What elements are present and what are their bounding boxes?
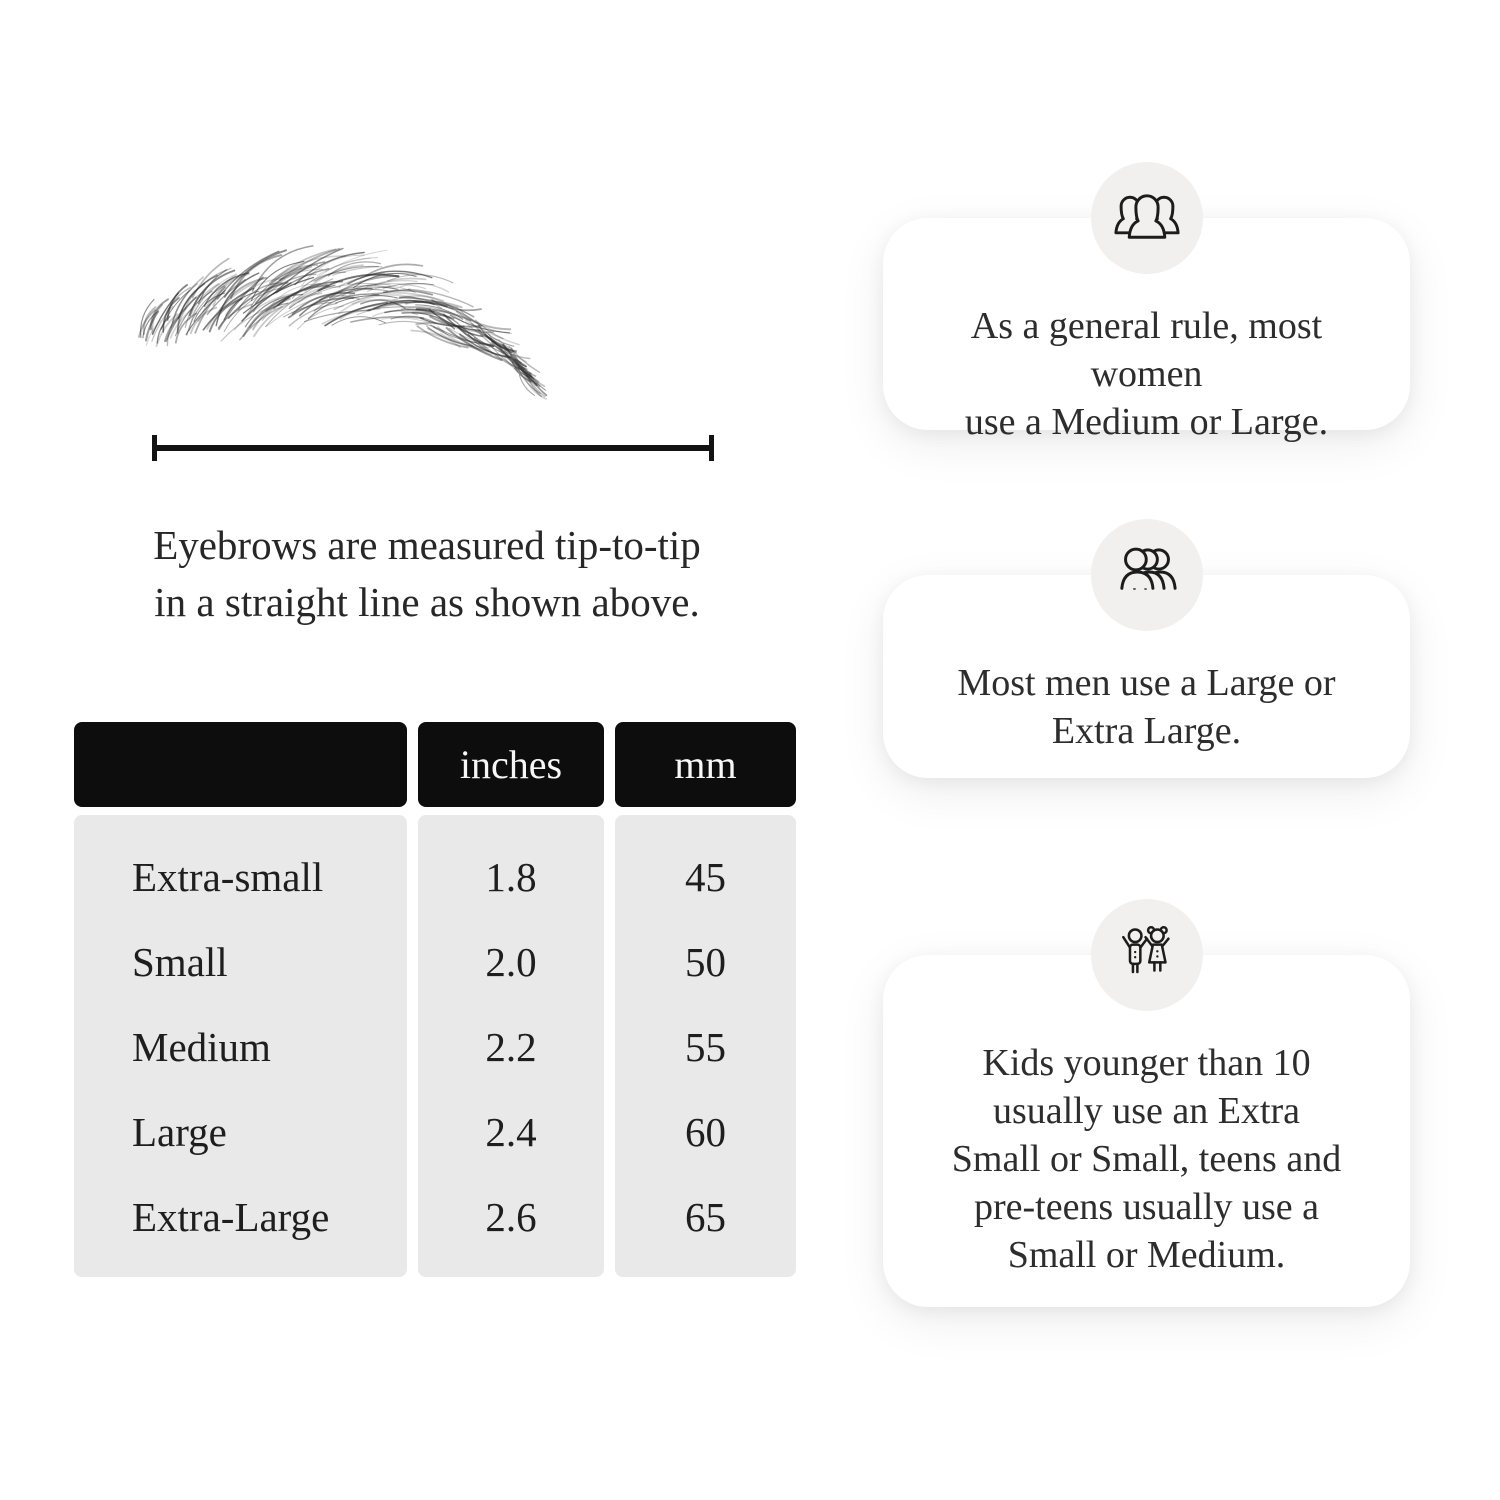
men-group-icon: [1110, 538, 1184, 612]
mm-column: [615, 815, 796, 1277]
table-cell: 2.2: [485, 1024, 537, 1070]
size-table-body: [74, 815, 796, 1277]
card-text-line: As a general rule, most women: [970, 305, 1323, 395]
men-badge: [1091, 519, 1203, 631]
table-cell: Extra-small: [132, 854, 324, 900]
kids-info-card: [883, 955, 1410, 1307]
table-cell: 60: [685, 1109, 726, 1155]
size-name-column: [74, 815, 407, 1277]
table-cell: Medium: [132, 1024, 271, 1070]
card-text-line: Extra Large.: [1051, 710, 1242, 752]
men-card-text: [911, 659, 1382, 755]
table-cell: 50: [685, 939, 726, 985]
table-cell: 55: [685, 1024, 726, 1070]
table-cell: 1.8: [485, 854, 537, 900]
size-table: [74, 722, 796, 1277]
women-info-card: [883, 218, 1410, 443]
card-text-line: use a Medium or Large.: [964, 401, 1329, 443]
women-card-text: [911, 302, 1382, 446]
table-cell: Extra-Large: [132, 1194, 330, 1240]
men-info-card: [883, 575, 1410, 778]
card-text-line: Kids younger than 10: [982, 1042, 1311, 1084]
measurement-line: [152, 435, 714, 461]
kids-card-text: [911, 1039, 1382, 1279]
card-text-line: pre-teens usually use a: [973, 1186, 1320, 1228]
women-badge: [1091, 162, 1203, 274]
caption-line-2: in a straight line as shown above.: [154, 579, 700, 625]
measurement-caption: [118, 517, 736, 631]
eyebrow-illustration: [100, 240, 550, 400]
table-cell: 45: [685, 854, 726, 900]
table-cell: 2.0: [485, 939, 537, 985]
kids-icon: [1110, 918, 1184, 992]
card-text-line: usually use an Extra: [992, 1090, 1301, 1132]
table-cell: Large: [132, 1109, 227, 1155]
women-group-icon: [1110, 181, 1184, 255]
table-cell: 65: [685, 1194, 726, 1240]
caption-line-1: Eyebrows are measured tip-to-tip: [153, 522, 701, 568]
table-cell: Small: [132, 939, 228, 985]
header-cell-size: [74, 722, 407, 807]
card-text-line: Small or Small, teens and: [951, 1138, 1342, 1180]
table-cell: 2.6: [485, 1194, 537, 1240]
measurement-line-bar: [152, 445, 714, 451]
kids-badge: [1091, 899, 1203, 1011]
inches-column: [418, 815, 604, 1277]
measurement-line-end-tick: [709, 435, 714, 461]
table-cell: 2.4: [485, 1109, 537, 1155]
header-cell-inches: inches: [418, 722, 604, 807]
size-table-header: [74, 722, 796, 807]
card-text-line: Small or Medium.: [1007, 1234, 1286, 1276]
header-cell-mm: mm: [615, 722, 796, 807]
card-text-line: Most men use a Large or: [957, 662, 1336, 704]
